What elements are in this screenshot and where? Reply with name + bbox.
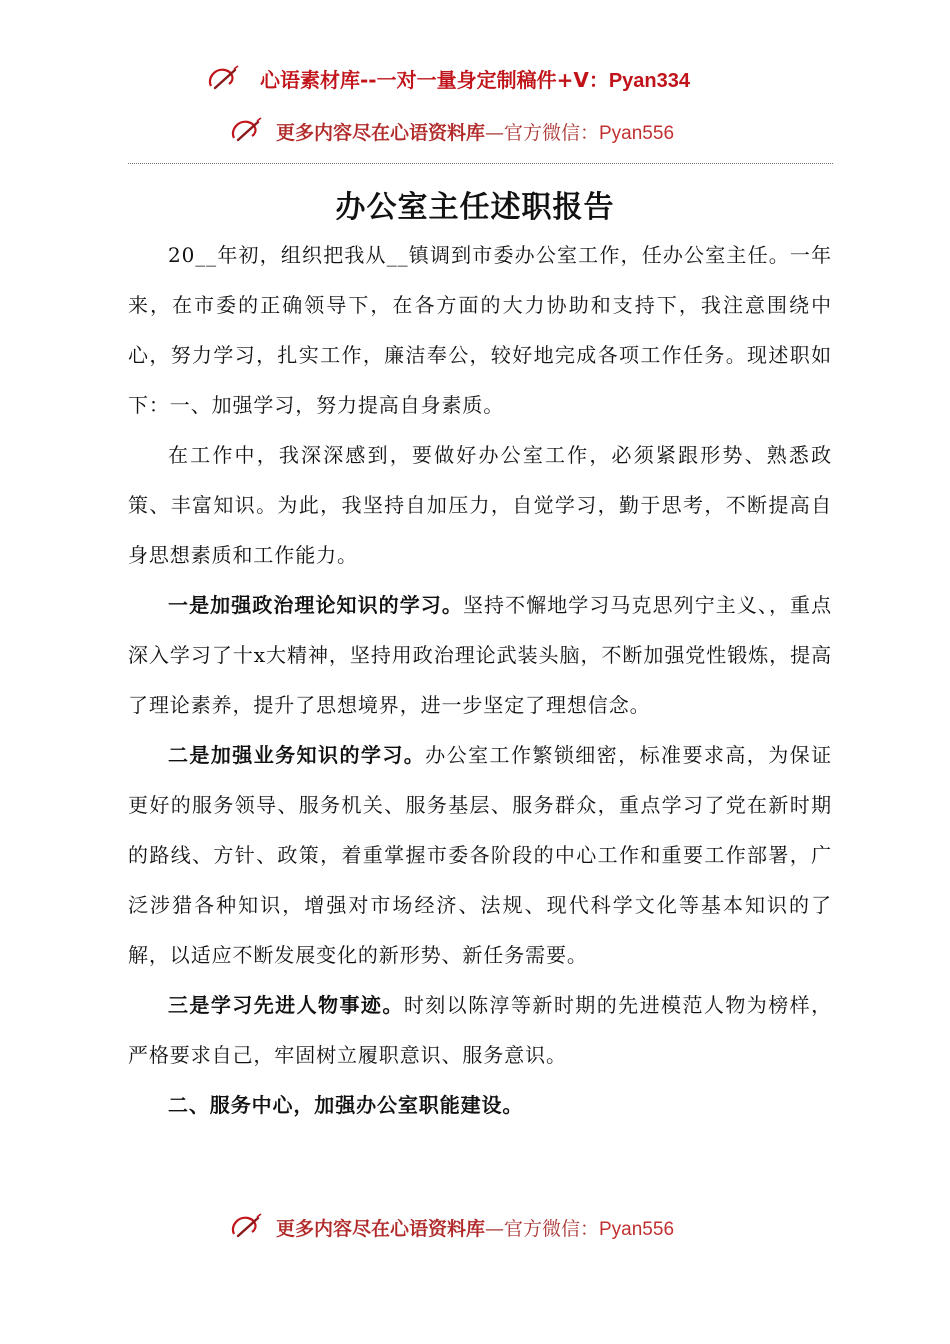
paragraph-lead: 二是加强业务知识的学习。: [168, 743, 426, 767]
paragraph-text: 时刻以陈淳等新时期的先进模范人物为榜样，严格要求自己，牢固树立履职意识、服务意识。: [128, 993, 833, 1067]
paragraph: [128, 730, 832, 980]
paragraph-text: 20__年初，组织把我从__镇调到市委办公室工作，任办公室主任。一年来，在市委的正确领导下，在各方面的大力协助和支持下，我注意围绕中心，努力学习，扎实工作，廉洁奉公，较好地完成各项工作任务。现述职如下：一、加强学习，努力提高自身素质。: [128, 243, 832, 417]
paragraph: [128, 430, 832, 580]
footer-brand: 更多内容尽在心语资料库: [275, 1218, 485, 1240]
section-heading: [128, 1080, 832, 1130]
document-body: [128, 230, 832, 1130]
document-title: 办公室主任述职报告: [335, 190, 615, 225]
paragraph-text: 办公室工作繁锁细密，标准要求高，为保证更好的服务领导、服务机关、服务基层、服务群众，重点学习了党在新时期的路线、方针、政策，着重掌握市委各阶段的中心工作和重要工作部署，广泛涉猎各种知识，增强对市场经济、法规、现代科学文化等基本知识的了解，以适应不断发展变化的新形势、新任务需要。: [128, 743, 832, 967]
paragraph: [128, 230, 832, 430]
paragraph-text: 在工作中，我深深感到，要做好办公室工作，必须紧跟形势、熟悉政策、丰富知识。为此，我坚持自加压力，自觉学习，勤于思考，不断提高自身思想素质和工作能力。: [128, 443, 832, 567]
header-contact-code: Pyan334: [608, 70, 690, 92]
paragraph-lead: 二、服务中心，加强办公室职能建设。: [168, 1093, 524, 1117]
header-divider: [128, 163, 833, 164]
header-brand: 心语素材库: [259, 68, 360, 92]
footer-code: Pyan556: [599, 1219, 675, 1240]
footer-line: [0, 1214, 950, 1241]
footer-wechat-label: —官方微信：: [484, 1218, 599, 1240]
paragraph-lead: 三是学习先进人物事迹。: [168, 993, 404, 1017]
paragraph: [128, 980, 832, 1080]
header-sub-code: Pyan556: [599, 123, 675, 144]
header-sub-wechat-label: —官方微信：: [484, 122, 599, 144]
header-sub-line: [0, 118, 950, 145]
paragraph-text: 坚持不懈地学习马克思列宁主义、，重点深入学习了十x大精神，坚持用政治理论武装头脑，不断加强党性锻炼，提高了理论素养，提升了思想境界，进一步坚定了理想信念。: [128, 593, 832, 717]
header-top-line: [0, 64, 950, 93]
paragraph-lead: 一是加强政治理论知识的学习。: [168, 593, 463, 617]
paragraph: [128, 580, 832, 730]
header-sub-brand: 更多内容尽在心语资料库: [275, 122, 485, 144]
header-custom-text: --一对一量身定制稿件+V：: [359, 68, 609, 92]
